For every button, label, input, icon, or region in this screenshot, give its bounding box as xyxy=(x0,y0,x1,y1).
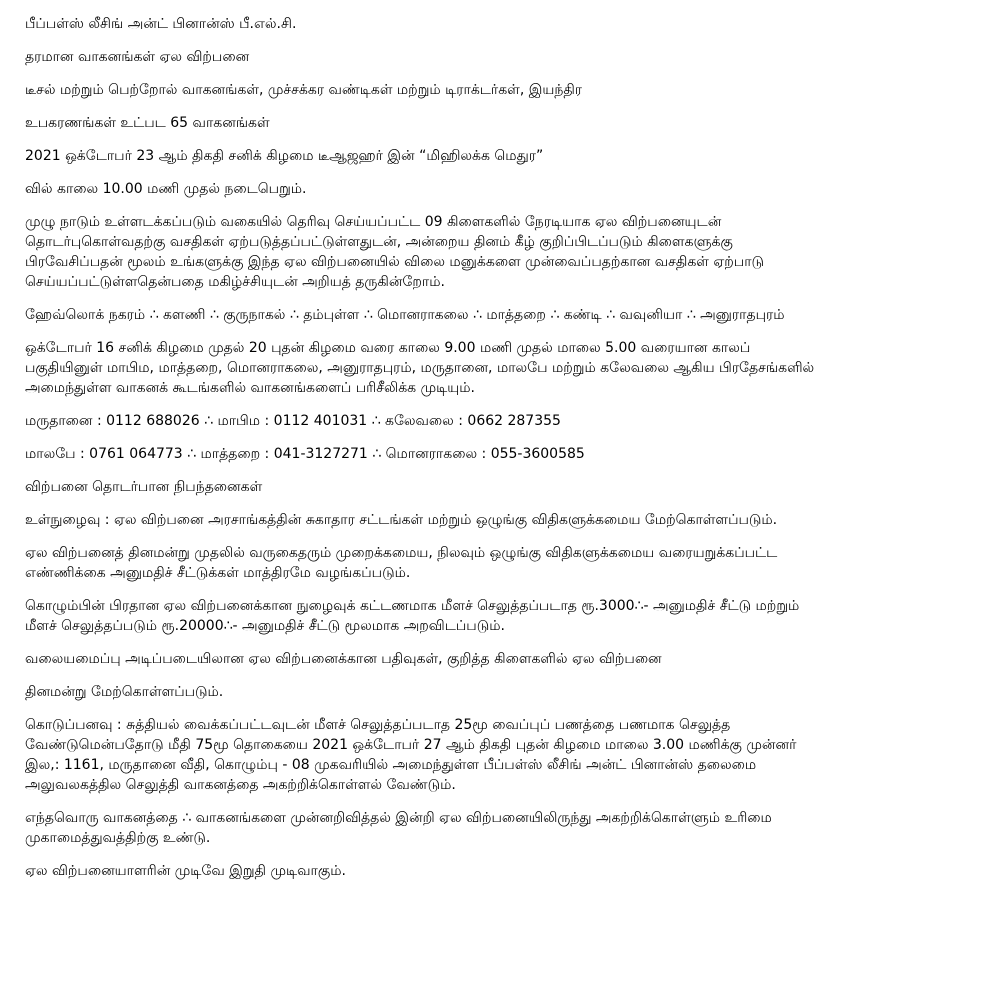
contacts-line-1: மருதானை : 0112 688026 ∴ மாபிம : 0112 401031 ∴ கலேவலை : 0662 287355 xyxy=(25,413,561,429)
withdraw-condition: எந்தவொரு வாகனத்தை ∴ வாகனங்களை முன்னறிவித்தல் இன்றி ஏல விற்பனையிலிருந்து அகற்றிக்கொள்ளும் உரிமை முகாமைத்துவத்திற்கு உண்டு. xyxy=(25,810,772,846)
online-registration-line-1: வலையமைப்பு அடிப்படையிலான ஏல விற்பனைக்கான பதிவுகள், குறித்த கிளைகளில் ஏல விற்பனை xyxy=(25,651,662,667)
contacts-line-2: மாலபே : 0761 064773 ∴ மாத்தறை : 041-3127271 ∴ மொனராகலை : 055-3600585 xyxy=(25,446,585,462)
auction-time-line: வில் காலை 10.00 மணி முதல் நடைபெறும். xyxy=(25,181,307,197)
entry-condition: உள்நுழைவு : ஏல விற்பனை அரசாங்கத்தின் சுகாதார சட்டங்கள் மற்றும் ஒழுங்கு விதிகளுக்கமைய மேற்கொள்ளப்படும். xyxy=(25,512,778,528)
vehicle-types-line: டீசல் மற்றும் பெற்றோல் வாகனங்கள், முச்சக்கர வண்டிகள் மற்றும் டிராக்டர்கள், இயந்திர xyxy=(25,82,583,98)
permits-condition: ஏல விற்பனைத் தினமன்று முதலில் வருகைதரும் முறைக்கமைய, நிலவும் ஒழுங்கு விதிகளுக்கமைய வரையறுக்கப்பட்ட எண்ணிக்கை அனுமதிச் சீட்டுக்கள் மாத்திரமே வழங்கப்படும். xyxy=(25,545,778,581)
notice-heading: தரமான வாகனங்கள் ஏல விற்பனை xyxy=(25,49,250,65)
auction-date-line: 2021 ஒக்டோபர் 23 ஆம் திகதி சனிக் கிழமை டீஆஜஹர் இன் “மிஹிலக்க மெதுர” xyxy=(25,148,544,164)
final-decision-line: ஏல விற்பனையாளரின் முடிவே இறுதி முடிவாகும். xyxy=(25,863,346,879)
conditions-title: விற்பனை தொடர்பான நிபந்தனைகள் xyxy=(25,479,263,495)
intro-paragraph: முழு நாடும் உள்ளடக்கப்படும் வகையில் தெரிவு செய்யப்பட்ட 09 கிளைகளில் நேரடியாக ஏல விற்பனையுடன் தொடர்புகொள்வதற்கு வசதிகள் ஏற்படுத்தப்பட்டுள்ளதுடன், அன்றைய தினம் கீழ் குறிப்பிடப்படும் கிளைகளுக்கு பிரவேசிப்பதன் மூலம் உங்களுக்கு இந்த ஏல விற்பனையில் விலை மனுக்களை முன்வைப்பதற்கான வசதிகள் ஏற்பாடு செய்யப்பட்டுள்ளதென்பதை மகிழ்ச்சியுடன் அறியத் தருகின்றோம். xyxy=(25,214,765,290)
online-registration-line-2: தினமன்று மேற்கொள்ளப்படும். xyxy=(25,684,224,700)
inspection-paragraph: ஒக்டோபர் 16 சனிக் கிழமை முதல் 20 புதன் கிழமை வரை காலை 9.00 மணி முதல் மாலை 5.00 வரையான காலப் பகுதியினுள் மாபிம, மாத்தறை, மொனராகலை, அனுராதபுரம், மருதானை, மாலபே மற்றும் கலேவலை ஆகிய பிரதேசங்களில் அமைந்துள்ள வாகனக் கூடங்களில் வாகனங்களைப் பரிசீலிக்க முடியும். xyxy=(25,340,815,396)
vehicle-count-line: உபகரணங்கள் உட்பட 65 வாகனங்கள் xyxy=(25,115,270,131)
fees-condition: கொழும்பின் பிரதான ஏல விற்பனைக்கான நுழைவுக் கட்டணமாக மீளச் செலுத்தப்படாத ரூ.3000∴- அனுமதிச் சீட்டு மற்றும் மீளச் செலுத்தப்படும் ரூ.20000∴- அனுமதிச் சீட்டு மூலமாக அறவிடப்படும். xyxy=(25,598,800,634)
payment-condition: கொடுப்பனவு : சுத்தியல் வைக்கப்பட்டவுடன் மீளச் செலுத்தப்படாத 25மூ வைப்புப் பணத்தை பணமாக செலுத்த வேண்டுமென்பதோடு மீதி 75மூ தொகையை 2021 ஒக்டோபர் 27 ஆம் திகதி புதன் கிழமை மாலை 3.00 மணிக்கு முன்னர் இல,: 1161, மருதானை வீதி, கொழும்பு - 08 முகவரியில் அமைந்துள்ள பீப்பள்ஸ் லீசிங் அன்ட் பினான்ஸ் தலைமை அலுவலகத்தில செலுத்தி வாகனத்தை அகற்றிக்கொள்ளல் வேண்டும். xyxy=(25,717,797,793)
branches-list: ஹேவ்லொக் நகரம் ∴ களணி ∴ குருநாகல் ∴ தம்புள்ள ∴ மொனராகலை ∴ மாத்தறை ∴ கண்டி ∴ வவுனியா ∴ அனுராதபுரம் xyxy=(25,307,785,323)
company-name: பீப்பள்ஸ் லீசிங் அன்ட் பினான்ஸ் பீ.எல்.சி. xyxy=(25,16,297,32)
auction-notice-document xyxy=(25,14,815,894)
